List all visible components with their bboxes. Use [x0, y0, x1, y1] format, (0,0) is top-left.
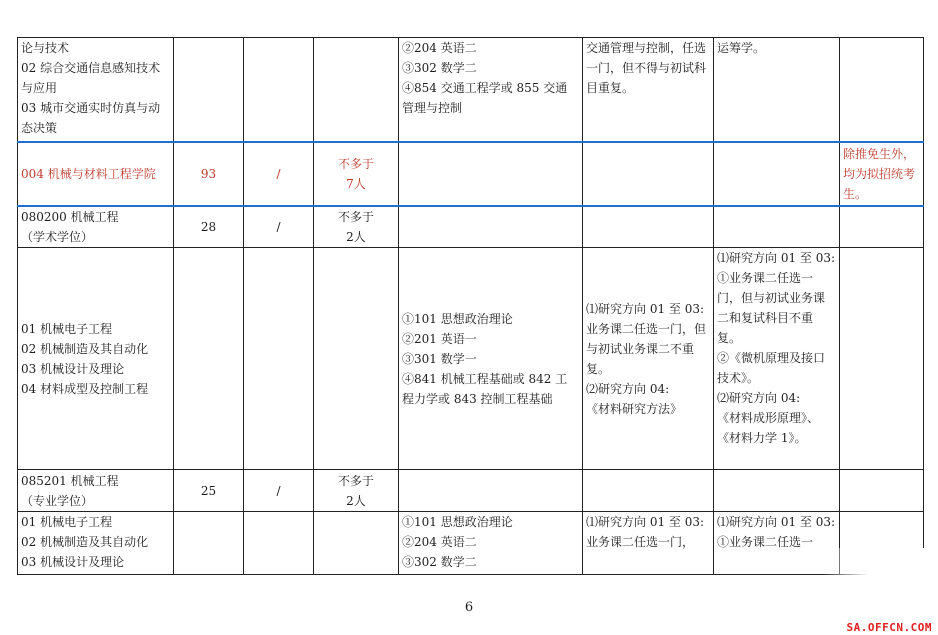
cell-count: 25 — [174, 470, 244, 512]
cell-count: 93 — [174, 142, 244, 206]
cell-exam — [399, 206, 583, 248]
cell-count — [174, 38, 244, 142]
cell-tuimian — [244, 512, 314, 575]
admission-table — [17, 37, 924, 575]
cell-name: 论与技术 02 综合交通信息感知技术与应用 03 城市交通实时仿真与动态决策 — [18, 38, 174, 142]
table-row-college — [18, 142, 924, 206]
cell-tuimian: / — [244, 142, 314, 206]
watermark-text: SA.OFFCN.COM — [846, 621, 932, 634]
cell-note — [840, 470, 924, 512]
cell-tongdeng — [714, 206, 840, 248]
cell-tongdeng: ⑴研究方向 01 至 03: ①业务课二任选一 — [714, 512, 840, 575]
cell-note: 除推免生外，均为拟招统考生。 — [840, 142, 924, 206]
cell-tongkao: 不多于 2人 — [314, 470, 399, 512]
cell-fushi: ⑴研究方向 01 至 03: 业务课二任选一门，但与初试业务课二不重复。 ⑵研究方向 04: 《材料研究方法》 — [583, 248, 714, 470]
cell-name: 085201 机械工程 （专业学位） — [18, 470, 174, 512]
cell-name: 01 机械电子工程 02 机械制造及其自动化 03 机械设计及理论 — [18, 512, 174, 575]
cell-tongkao — [314, 512, 399, 575]
cell-tongdeng: 运筹学。 — [714, 38, 840, 142]
cell-tuimian: / — [244, 470, 314, 512]
page-number: 6 — [464, 600, 474, 615]
table-row — [18, 38, 924, 142]
cell-fushi — [583, 470, 714, 512]
cell-name: 01 机械电子工程 02 机械制造及其自动化 03 机械设计及理论 04 材料成型及控制工程 — [18, 248, 174, 470]
table-row — [18, 206, 924, 248]
cell-name: 004 机械与材料工程学院 — [18, 142, 174, 206]
cell-fushi — [583, 206, 714, 248]
image-fade-overlay — [822, 548, 938, 588]
cell-count — [174, 248, 244, 470]
cell-exam — [399, 470, 583, 512]
cell-count: 28 — [174, 206, 244, 248]
cell-tongkao — [314, 38, 399, 142]
cell-fushi: 交通管理与控制，任选一门，但不得与初试科目重复。 — [583, 38, 714, 142]
cell-fushi: ⑴研究方向 01 至 03: 业务课二任选一门， — [583, 512, 714, 575]
cell-tongdeng: ⑴研究方向 01 至 03: ①业务课二任选一门，但与初试业务课二和复试科目不重复。 ②《微机原理及接口技术》。 ⑵研究方向 04: 《材料成形原理》、《材料力学 1》。 — [714, 248, 840, 470]
cell-note — [840, 248, 924, 470]
cell-tongkao: 不多于 7人 — [314, 142, 399, 206]
cell-exam: ①101 思想政治理论 ②201 英语一 ③301 数学一 ④841 机械工程基础或 842 工程力学或 843 控制工程基础 — [399, 248, 583, 470]
table-row — [18, 470, 924, 512]
cell-tuimian: / — [244, 206, 314, 248]
cell-count — [174, 512, 244, 575]
cell-name: 080200 机械工程 （学术学位） — [18, 206, 174, 248]
cell-fushi — [583, 142, 714, 206]
cell-tongdeng — [714, 470, 840, 512]
cell-tongkao: 不多于 2人 — [314, 206, 399, 248]
cell-note — [840, 206, 924, 248]
cell-tuimian — [244, 38, 314, 142]
cell-tongkao — [314, 248, 399, 470]
cell-tuimian — [244, 248, 314, 470]
table-row — [18, 248, 924, 470]
cell-exam — [399, 142, 583, 206]
table-row — [18, 512, 924, 575]
cell-exam: ②204 英语二 ③302 数学二 ④854 交通工程学或 855 交通管理与控制 — [399, 38, 583, 142]
cell-note — [840, 38, 924, 142]
cell-tongdeng — [714, 142, 840, 206]
cell-exam: ①101 思想政治理论 ②204 英语二 ③302 数学二 — [399, 512, 583, 575]
